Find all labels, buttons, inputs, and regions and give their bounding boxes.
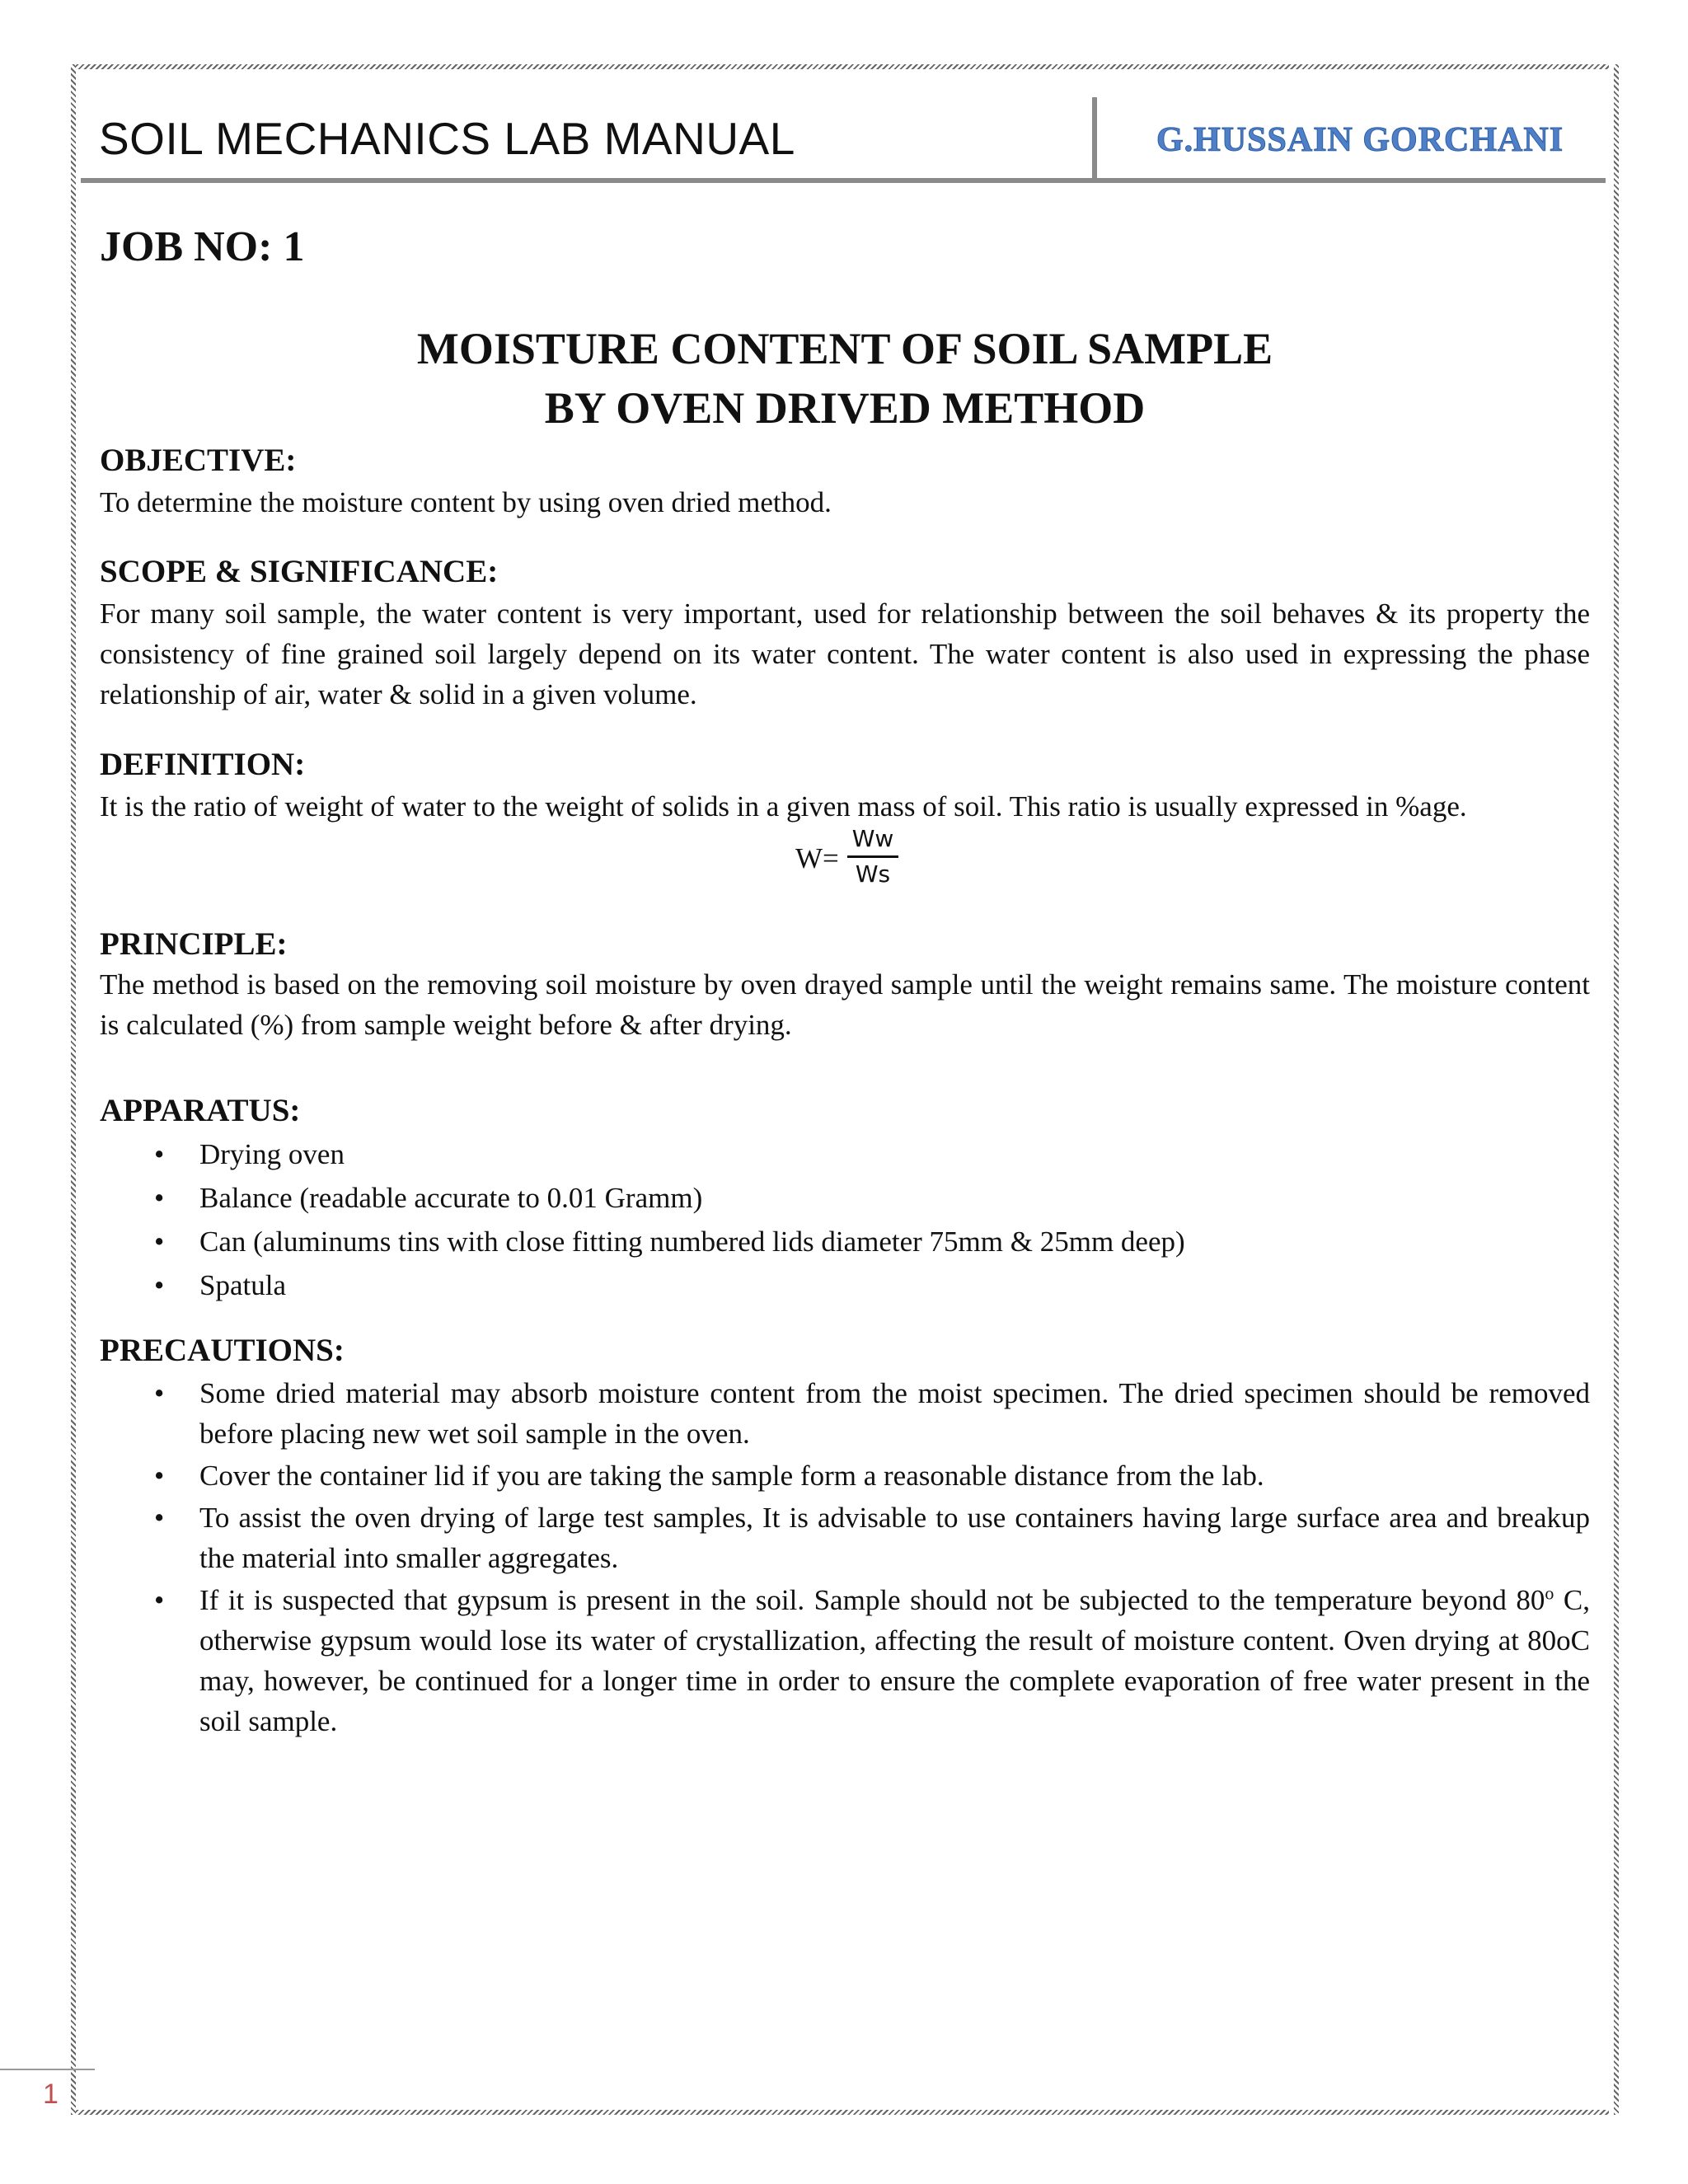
page-border-top: [71, 64, 1609, 69]
list-item: • Spatula: [100, 1264, 1590, 1306]
scope-heading: SCOPE & SIGNIFICANCE:: [100, 554, 499, 589]
list-item: • If it is suspected that gypsum is present in the soil. Sample should not be subjected to the temperature beyond 80$^o$ C, otherwise gypsum would lose its water of crystallization, affecting the result of moisture content. Oven drying at 80oC may, however, be continued for a longer time in order to ensure the complete evaporation of free water present in the soil sample.: [100, 1580, 1590, 1741]
document-header: [81, 97, 1606, 185]
bullet-icon: •: [154, 1502, 165, 1534]
principle-heading: PRINCIPLE:: [100, 926, 288, 962]
bullet-icon: •: [154, 1226, 165, 1258]
list-item: • Cover the container lid if you are taking the sample form a reasonable distance from the lab.: [100, 1455, 1590, 1496]
bullet-icon: •: [154, 1269, 165, 1301]
list-item: • Can (aluminums tins with close fitting numbered lids diameter 75mm & 25mm deep): [100, 1221, 1590, 1263]
apparatus-heading: APPARATUS:: [100, 1093, 301, 1128]
header-rule: [81, 178, 1606, 183]
objective-heading: OBJECTIVE:: [100, 443, 297, 478]
page-border-bottom: [71, 2110, 1609, 2115]
scope-text: For many soil sample, the water content is very important, used for relationship between the soil behaves & its property the consistency of fine grained soil largely depend on its water content. The water content is also used in expressing the phase relationship of air, water & solid in a given volume.: [100, 598, 1590, 710]
formula-denominator: Ws: [855, 860, 891, 888]
definition-text: It is the ratio of weight of water to the weight of solids in a given mass of soil. This ratio is usually expressed in %age.: [100, 790, 1467, 823]
job-number: JOB NO: 1: [100, 223, 305, 270]
page-border-right: [1614, 64, 1619, 2115]
bullet-icon: •: [154, 1460, 165, 1492]
bullet-icon: •: [154, 1138, 165, 1170]
bullet-icon: •: [154, 1584, 165, 1616]
definition-heading: DEFINITION:: [100, 747, 306, 782]
formula-fraction: [847, 823, 898, 891]
bullet-icon: •: [154, 1377, 165, 1409]
page-number: 1: [43, 2079, 59, 2110]
precautions-list: [100, 1373, 1590, 1743]
header-divider: [1092, 97, 1097, 178]
principle-text: The method is based on the removing soil moisture by oven drayed sample until the weight remains same. The moisture content is calculated (%) from sample weight before & after drying.: [100, 968, 1590, 1041]
formula-lhs: W=: [795, 842, 839, 874]
apparatus-list: [100, 1133, 1590, 1308]
precautions-heading: PRECAUTIONS:: [100, 1333, 345, 1368]
header-title: SOIL MECHANICS LAB MANUAL: [99, 113, 795, 164]
list-item: • Some dried material may absorb moisture content from the moist specimen. The dried specimen should be removed before placing new wet soil sample in the oven.: [100, 1373, 1590, 1454]
document-title-line2: BY OVEN DRIVED METHOD: [544, 383, 1146, 433]
page-border-left: [71, 64, 76, 2115]
objective-text: To determine the moisture content by using oven dried method.: [100, 486, 832, 518]
document-title-line1: MOISTURE CONTENT OF SOIL SAMPLE: [416, 324, 1273, 373]
header-author: G.HUSSAIN GORCHANI: [1156, 121, 1564, 159]
list-item: • Drying oven: [100, 1133, 1590, 1175]
bullet-icon: •: [154, 1182, 165, 1214]
page-number-rule: [0, 2069, 95, 2070]
list-item: • To assist the oven drying of large test samples, It is advisable to use containers having large surface area and breakup the material into smaller aggregates.: [100, 1497, 1590, 1578]
list-item: • Balance (readable accurate to 0.01 Gramm): [100, 1177, 1590, 1219]
formula-numerator: Ww: [851, 825, 894, 852]
